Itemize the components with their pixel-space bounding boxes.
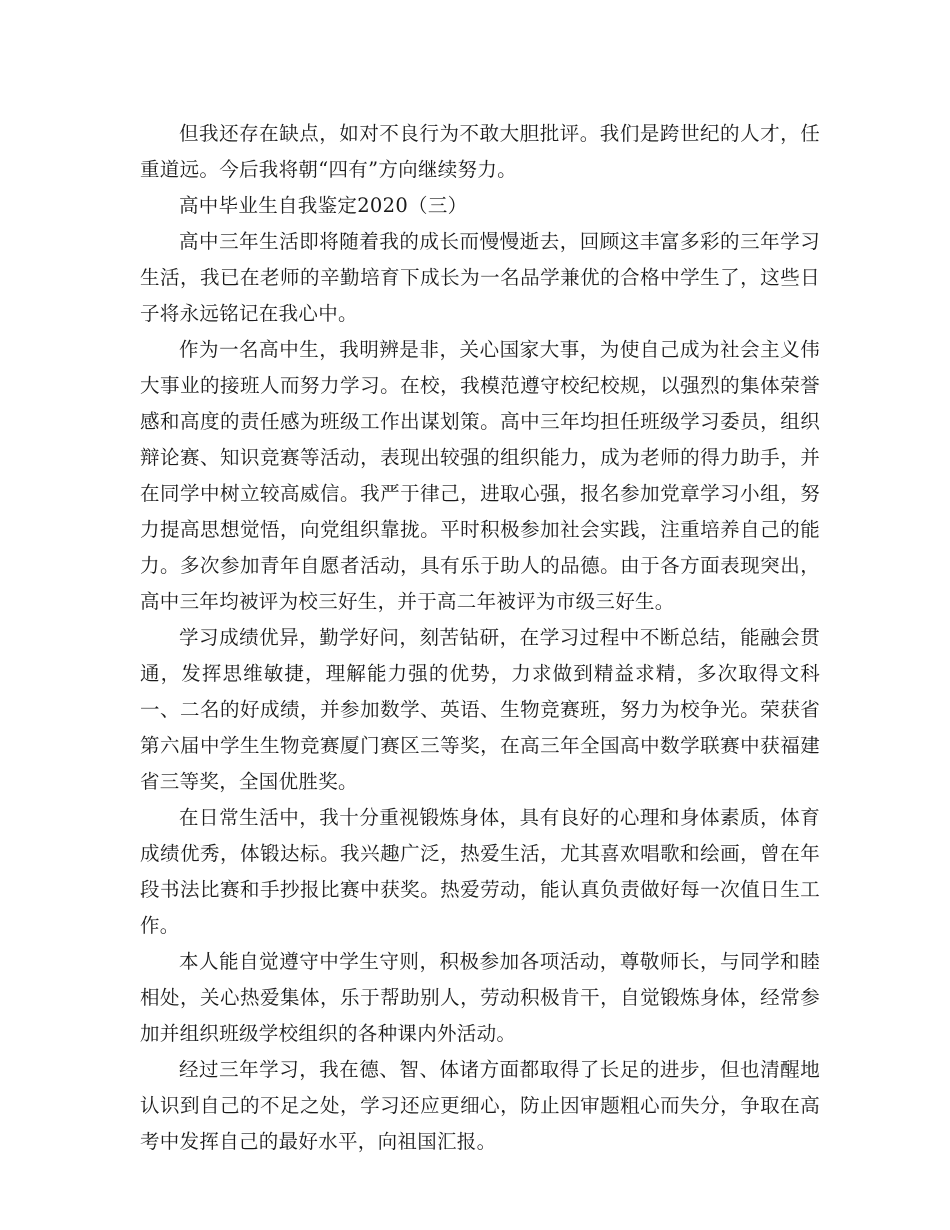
- paragraph-continuation: 但我还存在缺点，如对不良行为不敢大胆批评。我们是跨世纪的人才，任重道远。今后我将朝“四有”方向继续努力。: [140, 122, 820, 181]
- paragraph-academics: 学习成绩优异，勤学好问，刻苦钻研，在学习过程中不断总结，能融会贯通，发挥思维敏捷，理解能力强的优势，力求做到精益求精，多次取得文科一、二名的好成绩，并参加数学、英语、生物竞赛班，努力为校争光。荣获省第六届中学生生物竞赛厦门赛区三等奖，在高三年全国高中数学联赛中获福建省三等奖，全国优胜奖。: [140, 626, 820, 793]
- paragraph-daily-life: 在日常生活中，我十分重视锻炼身体，具有良好的心理和身体素质，体育成绩优秀，体锻达标。我兴趣广泛，热爱生活，尤其喜欢唱歌和绘画，曾在年段书法比赛和手抄报比赛中获奖。热爱劳动，能认真负责做好每一次值日生工作。: [140, 806, 820, 937]
- paragraph-character: 作为一名高中生，我明辨是非，关心国家大事，为使自己成为社会主义伟大事业的接班人而努力学习。在校，我模范遵守校纪校规，以强烈的集体荣誉感和高度的责任感为班级工作出谋划策。高中三年均担任班级学习委员，组织辩论赛、知识竞赛等活动，表现出较强的组织能力，成为老师的得力助手，并在同学中树立较高威信。我严于律己，进取心强，报名参加党章学习小组，努力提高思想觉悟，向党组织靠拢。平时积极参加社会实践，注重培养自己的能力。多次参加青年自愿者活动，具有乐于助人的品德。由于各方面表现突出，高中三年均被评为校三好生，并于高二年被评为市级三好生。: [140, 338, 820, 613]
- document-body: [140, 116, 820, 1160]
- paragraph-conclusion: 经过三年学习，我在德、智、体诸方面都取得了长足的进步，但也清醒地认识到自己的不足之处，学习还应更细心，防止因审题粗心而失分，争取在高考中发挥自己的最好水平，向祖国汇报。: [140, 1058, 820, 1153]
- paragraph-intro: 高中三年生活即将随着我的成长而慢慢逝去，回顾这丰富多彩的三年学习生活，我已在老师的辛勤培育下成长为一名品学兼优的合格中学生了，这些日子将永远铭记在我心中。: [140, 230, 820, 325]
- section-heading: 高中毕业生自我鉴定2020（三）: [179, 194, 468, 217]
- paragraph-conduct: 本人能自觉遵守中学生守则，积极参加各项活动，尊敬师长，与同学和睦相处，关心热爱集体，乐于帮助别人，劳动积极肯干，自觉锻炼身体，经常参加并组织班级学校组织的各种课内外活动。: [140, 950, 820, 1045]
